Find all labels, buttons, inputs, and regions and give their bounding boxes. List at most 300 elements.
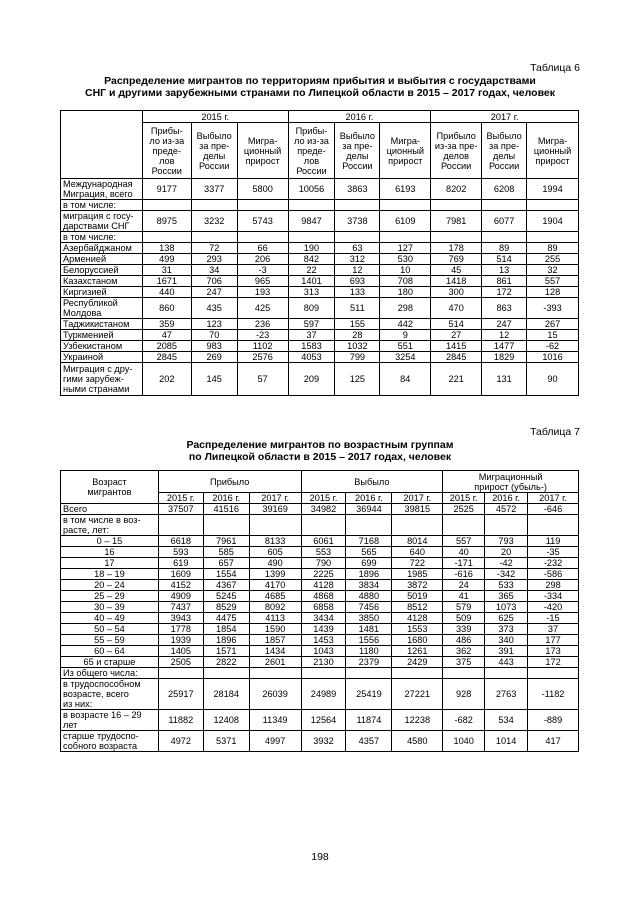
table7-year-header: 2015 г. bbox=[443, 493, 485, 504]
table6-row-label: в том числе: bbox=[61, 200, 143, 211]
table7-title-line2: по Липецкой области в 2015 – 2017 годах, человек bbox=[188, 451, 452, 463]
table7-row-label: 25 – 29 bbox=[61, 591, 159, 602]
table6-year-row bbox=[61, 111, 579, 123]
table6-cell bbox=[142, 232, 191, 243]
table6-cell: 70 bbox=[191, 330, 237, 341]
table6-cell: 706 bbox=[191, 276, 237, 287]
table7-year-header: 2015 г. bbox=[301, 493, 346, 504]
table6-cell: 10 bbox=[380, 265, 431, 276]
table7-cell: -682 bbox=[443, 710, 485, 731]
table7-cell: 1043 bbox=[301, 646, 346, 657]
table7-cell: 1553 bbox=[392, 624, 443, 635]
table7-cell: 365 bbox=[485, 591, 528, 602]
table7-cell: 1609 bbox=[158, 569, 203, 580]
table6-cell: 12 bbox=[482, 330, 527, 341]
table7-cell bbox=[249, 668, 301, 679]
table7-cell: 7168 bbox=[346, 536, 392, 547]
table7-cell: 6061 bbox=[301, 536, 346, 547]
table7-cell bbox=[346, 668, 392, 679]
table6-cell: 693 bbox=[335, 276, 380, 287]
table7-cell bbox=[301, 515, 346, 536]
table7-cell: 8092 bbox=[249, 602, 301, 613]
table7-cell: 1405 bbox=[158, 646, 203, 657]
table7-cell: 26039 bbox=[249, 679, 301, 710]
table6-cell: 7981 bbox=[431, 211, 482, 232]
table7-cell: 4580 bbox=[392, 731, 443, 752]
table6-row bbox=[61, 200, 579, 211]
table7-year-header: 2015 г. bbox=[158, 493, 203, 504]
table7-cell: 362 bbox=[443, 646, 485, 657]
table6-cell: 551 bbox=[380, 341, 431, 352]
table6-cell: 708 bbox=[380, 276, 431, 287]
table6-row bbox=[61, 211, 579, 232]
table7-row-label: 50 – 54 bbox=[61, 624, 159, 635]
table7-year-header: 2017 г. bbox=[392, 493, 443, 504]
table7-cell: 2601 bbox=[249, 657, 301, 668]
table7-row bbox=[61, 731, 579, 752]
table7-cell: 37 bbox=[528, 624, 579, 635]
table7-cell: 39815 bbox=[392, 504, 443, 515]
table7-cell: 7456 bbox=[346, 602, 392, 613]
table6-cell: 123 bbox=[191, 319, 237, 330]
table6-cell: 6109 bbox=[380, 211, 431, 232]
table7-cell: 41516 bbox=[203, 504, 249, 515]
table7-cell: 4113 bbox=[249, 613, 301, 624]
table6-cell bbox=[431, 232, 482, 243]
table7-cell: -420 bbox=[528, 602, 579, 613]
table7-cell: 1014 bbox=[485, 731, 528, 752]
table6-row bbox=[61, 276, 579, 287]
table6-cell: 5800 bbox=[237, 179, 288, 200]
table7-cell: 3834 bbox=[346, 580, 392, 591]
table7-cell: 1040 bbox=[443, 731, 485, 752]
table7-row bbox=[61, 515, 579, 536]
table7-cell: 417 bbox=[528, 731, 579, 752]
table6-cell: 172 bbox=[482, 287, 527, 298]
table7-cell: 34982 bbox=[301, 504, 346, 515]
table6-title-line1: Распределение мигрантов по территориям прибытия и выбытия с государствами bbox=[104, 75, 536, 87]
table7-cell: 172 bbox=[528, 657, 579, 668]
table7-cell: 1590 bbox=[249, 624, 301, 635]
table7-cell: 41 bbox=[443, 591, 485, 602]
table6-cell: -23 bbox=[237, 330, 288, 341]
table7-cell: 1554 bbox=[203, 569, 249, 580]
table6-cell: 298 bbox=[380, 298, 431, 319]
table6-cell: 312 bbox=[335, 254, 380, 265]
table6-cell: 769 bbox=[431, 254, 482, 265]
table7-year-header: 2016 г. bbox=[203, 493, 249, 504]
table6-cell: 178 bbox=[431, 243, 482, 254]
table6-cell: 89 bbox=[527, 243, 579, 254]
table7-cell: 2225 bbox=[301, 569, 346, 580]
table7-cell bbox=[346, 515, 392, 536]
table6-year-header: 2017 г. bbox=[431, 111, 579, 123]
table7-cell: 553 bbox=[301, 547, 346, 558]
table7-row-label: 65 и старше bbox=[61, 657, 159, 668]
table7-row-label: в том числе в воз- расте, лет: bbox=[61, 515, 159, 536]
table7-cell: -35 bbox=[528, 547, 579, 558]
table7-cell: 443 bbox=[485, 657, 528, 668]
table6-cell: 470 bbox=[431, 298, 482, 319]
table6-cell: -3 bbox=[237, 265, 288, 276]
table7-cell: 4367 bbox=[203, 580, 249, 591]
table7-cell: 657 bbox=[203, 558, 249, 569]
table7-cell: 36944 bbox=[346, 504, 392, 515]
table6-cell: 72 bbox=[191, 243, 237, 254]
table7-row-label: Из общего числа: bbox=[61, 668, 159, 679]
table7-cell bbox=[485, 515, 528, 536]
table7-cell bbox=[158, 515, 203, 536]
table6-row bbox=[61, 330, 579, 341]
table7-row bbox=[61, 504, 579, 515]
table7-cell: 7961 bbox=[203, 536, 249, 547]
table7-cell: 585 bbox=[203, 547, 249, 558]
table7-cell: 1857 bbox=[249, 635, 301, 646]
table6-cell: 530 bbox=[380, 254, 431, 265]
table7-cell: 1180 bbox=[346, 646, 392, 657]
table7-row bbox=[61, 710, 579, 731]
table7-row bbox=[61, 646, 579, 657]
table6-subheader: Выбыло за пре- делы России bbox=[482, 123, 527, 179]
table6-row-label: Арменией bbox=[61, 254, 143, 265]
table6-cell: 255 bbox=[527, 254, 579, 265]
table7-cell: 1778 bbox=[158, 624, 203, 635]
table6-cell: 3232 bbox=[191, 211, 237, 232]
table6-cell: 6208 bbox=[482, 179, 527, 200]
table6-cell: 1904 bbox=[527, 211, 579, 232]
table6-cell: 440 bbox=[142, 287, 191, 298]
table7-cell bbox=[528, 668, 579, 679]
table7-cell bbox=[158, 668, 203, 679]
table6-cell: 6077 bbox=[482, 211, 527, 232]
table7-cell: 2822 bbox=[203, 657, 249, 668]
table6-cell: 313 bbox=[288, 287, 335, 298]
table6-cell: 127 bbox=[380, 243, 431, 254]
table7-cell: 3932 bbox=[301, 731, 346, 752]
table7-cell: 3872 bbox=[392, 580, 443, 591]
table6-cell: 236 bbox=[237, 319, 288, 330]
table7-cell: 565 bbox=[346, 547, 392, 558]
table7-row-label: 60 – 64 bbox=[61, 646, 159, 657]
table6-subheader: Прибы- ло из-за преде- лов России bbox=[142, 123, 191, 179]
table6-cell: 221 bbox=[431, 363, 482, 396]
table6-cell bbox=[431, 200, 482, 211]
table7-cell: 4909 bbox=[158, 591, 203, 602]
table6-cell: 9 bbox=[380, 330, 431, 341]
table7-cell bbox=[203, 668, 249, 679]
table7-row bbox=[61, 635, 579, 646]
table7-cell: -334 bbox=[528, 591, 579, 602]
table6-subheader: Выбыло за пре- делы России bbox=[335, 123, 380, 179]
table7-cell: -616 bbox=[443, 569, 485, 580]
table6 bbox=[60, 110, 579, 396]
table7-cell: 40 bbox=[443, 547, 485, 558]
table7-cell: -889 bbox=[528, 710, 579, 731]
table6-cell: 269 bbox=[191, 352, 237, 363]
table7-row-label: 18 – 19 bbox=[61, 569, 159, 580]
table7-cell: 5019 bbox=[392, 591, 443, 602]
table6-row-label: Белоруссией bbox=[61, 265, 143, 276]
table6-cell: 15 bbox=[527, 330, 579, 341]
table7-cell bbox=[301, 668, 346, 679]
table6-cell bbox=[288, 232, 335, 243]
table7-cell: 1985 bbox=[392, 569, 443, 580]
table7-cell: 2130 bbox=[301, 657, 346, 668]
table7-cell: 557 bbox=[443, 536, 485, 547]
table7-cell: 2379 bbox=[346, 657, 392, 668]
table7-row-label: 16 bbox=[61, 547, 159, 558]
table7-cell: 119 bbox=[528, 536, 579, 547]
table7-cell: -342 bbox=[485, 569, 528, 580]
table7-row-label: 17 bbox=[61, 558, 159, 569]
table6-cell: 12 bbox=[335, 265, 380, 276]
table7-row-label: 0 – 15 bbox=[61, 536, 159, 547]
table7-row-label: 30 – 39 bbox=[61, 602, 159, 613]
table7-row-label: 40 – 49 bbox=[61, 613, 159, 624]
table7-age-header: Возраст мигрантов bbox=[61, 471, 159, 504]
table7-cell: 1896 bbox=[346, 569, 392, 580]
table7-cell: 1680 bbox=[392, 635, 443, 646]
table7-cell: 5371 bbox=[203, 731, 249, 752]
table6-corner-cell bbox=[61, 111, 143, 179]
table6-row bbox=[61, 254, 579, 265]
table6-cell bbox=[380, 232, 431, 243]
table6-cell: 2085 bbox=[142, 341, 191, 352]
table7-cell: 2505 bbox=[158, 657, 203, 668]
table6-cell: 293 bbox=[191, 254, 237, 265]
table7-cell: 579 bbox=[443, 602, 485, 613]
table6-cell: 9177 bbox=[142, 179, 191, 200]
table7-tag: Таблица 7 bbox=[530, 426, 580, 438]
table7-cell: 373 bbox=[485, 624, 528, 635]
table6-cell: 3254 bbox=[380, 352, 431, 363]
table6-cell: 47 bbox=[142, 330, 191, 341]
table7-cell: 339 bbox=[443, 624, 485, 635]
table7-cell: 39169 bbox=[249, 504, 301, 515]
table6-cell: 809 bbox=[288, 298, 335, 319]
table6-row bbox=[61, 319, 579, 330]
table7-cell: 1481 bbox=[346, 624, 392, 635]
table7-cell: 4357 bbox=[346, 731, 392, 752]
table6-row bbox=[61, 179, 579, 200]
table7-cell bbox=[392, 668, 443, 679]
table6-row-label: Казахстаном bbox=[61, 276, 143, 287]
table6-cell: 861 bbox=[482, 276, 527, 287]
table6-row-label: Азербайджаном bbox=[61, 243, 143, 254]
table7-year-header: 2017 г. bbox=[249, 493, 301, 504]
table7-cell bbox=[249, 515, 301, 536]
table6-cell: 180 bbox=[380, 287, 431, 298]
table7-cell: 27221 bbox=[392, 679, 443, 710]
table6-row bbox=[61, 363, 579, 396]
table7-cell: 722 bbox=[392, 558, 443, 569]
table6-cell: 1829 bbox=[482, 352, 527, 363]
table6-cell: 8202 bbox=[431, 179, 482, 200]
table6-cell bbox=[482, 200, 527, 211]
table6-cell: 34 bbox=[191, 265, 237, 276]
table7-cell: 4128 bbox=[301, 580, 346, 591]
table6-row-label: Украиной bbox=[61, 352, 143, 363]
table6-cell: 1477 bbox=[482, 341, 527, 352]
page-number: 198 bbox=[311, 851, 329, 863]
table6-cell: 27 bbox=[431, 330, 482, 341]
table6-cell: 206 bbox=[237, 254, 288, 265]
table7-cell: 391 bbox=[485, 646, 528, 657]
table6-subheader: Мигра- ционный прирост bbox=[380, 123, 431, 179]
table7-cell: 12238 bbox=[392, 710, 443, 731]
table6-title-line2: СНГ и другими зарубежными странами по Липецкой области в 2015 – 2017 годах, человек bbox=[84, 87, 556, 99]
table7-cell: 605 bbox=[249, 547, 301, 558]
table6-cell: 4053 bbox=[288, 352, 335, 363]
table6-cell bbox=[482, 232, 527, 243]
table6-cell: 860 bbox=[142, 298, 191, 319]
table7-cell: 1434 bbox=[249, 646, 301, 657]
table6-cell bbox=[380, 200, 431, 211]
table6-row-label: Международная Миграция, всего bbox=[61, 179, 143, 200]
table7-cell: 4972 bbox=[158, 731, 203, 752]
table7-cell: 486 bbox=[443, 635, 485, 646]
table6-row bbox=[61, 287, 579, 298]
table6-row bbox=[61, 265, 579, 276]
table6-subheader: Мигра- ционный прирост bbox=[527, 123, 579, 179]
table7-cell: 25917 bbox=[158, 679, 203, 710]
table6-subheader: Прибы- ло из-за преде- лов России bbox=[288, 123, 335, 179]
table7-cell: -646 bbox=[528, 504, 579, 515]
table7-cell: 3943 bbox=[158, 613, 203, 624]
table6-cell: 128 bbox=[527, 287, 579, 298]
table6-cell: 435 bbox=[191, 298, 237, 319]
table6-cell: 66 bbox=[237, 243, 288, 254]
table7-cell bbox=[392, 515, 443, 536]
table6-cell: 1032 bbox=[335, 341, 380, 352]
table6-cell bbox=[237, 200, 288, 211]
table7-cell: 534 bbox=[485, 710, 528, 731]
table7-cell: -171 bbox=[443, 558, 485, 569]
table7-cell: 1896 bbox=[203, 635, 249, 646]
table7-row bbox=[61, 613, 579, 624]
table6-cell bbox=[527, 200, 579, 211]
table6-row-label: Миграция с дру- гими зарубеж- ными странами bbox=[61, 363, 143, 396]
table6-cell: 57 bbox=[237, 363, 288, 396]
table7-cell: 640 bbox=[392, 547, 443, 558]
table7-cell: 4475 bbox=[203, 613, 249, 624]
table6-cell: 965 bbox=[237, 276, 288, 287]
table7-cell: 24989 bbox=[301, 679, 346, 710]
table7-cell: 2763 bbox=[485, 679, 528, 710]
table7-cell: 1939 bbox=[158, 635, 203, 646]
table6-subheader: Мигра- ционный прирост bbox=[237, 123, 288, 179]
table6-row bbox=[61, 352, 579, 363]
table7-cell: 298 bbox=[528, 580, 579, 591]
table7-cell: 3434 bbox=[301, 613, 346, 624]
table7-group-header: Миграционный прирост (убыль-) bbox=[443, 471, 579, 493]
table7-cell: 11349 bbox=[249, 710, 301, 731]
table7-row bbox=[61, 580, 579, 591]
table7-cell: 375 bbox=[443, 657, 485, 668]
table7-cell: 1399 bbox=[249, 569, 301, 580]
table6-subheader: Прибыло из-за пре- делов России bbox=[431, 123, 482, 179]
table7-cell: 173 bbox=[528, 646, 579, 657]
table7-cell: 1261 bbox=[392, 646, 443, 657]
table6-row-label: Киргизией bbox=[61, 287, 143, 298]
table7-cell: 4572 bbox=[485, 504, 528, 515]
table7-cell: 340 bbox=[485, 635, 528, 646]
table6-row-label: Туркменией bbox=[61, 330, 143, 341]
table6-cell bbox=[191, 200, 237, 211]
table7-row bbox=[61, 591, 579, 602]
table6-year-header: 2016 г. bbox=[288, 111, 431, 123]
table6-cell: 193 bbox=[237, 287, 288, 298]
table7-cell: 619 bbox=[158, 558, 203, 569]
table7-cell: 4685 bbox=[249, 591, 301, 602]
table7-cell: 4880 bbox=[346, 591, 392, 602]
table7-row-label: старше трудоспо- собного возраста bbox=[61, 731, 159, 752]
table7-year-header: 2017 г. bbox=[528, 493, 579, 504]
table7-cell: 793 bbox=[485, 536, 528, 547]
table6-cell bbox=[288, 200, 335, 211]
table6-cell: 514 bbox=[482, 254, 527, 265]
table7-cell: 1571 bbox=[203, 646, 249, 657]
table6-cell: 2845 bbox=[431, 352, 482, 363]
table6-body bbox=[61, 179, 579, 396]
table6-cell: 247 bbox=[482, 319, 527, 330]
table7-cell: -586 bbox=[528, 569, 579, 580]
table6-cell: 190 bbox=[288, 243, 335, 254]
table7-cell: 533 bbox=[485, 580, 528, 591]
table6-cell: 514 bbox=[431, 319, 482, 330]
table7-cell: 37507 bbox=[158, 504, 203, 515]
table6-cell: 267 bbox=[527, 319, 579, 330]
table6-cell: 597 bbox=[288, 319, 335, 330]
table7-cell: 1854 bbox=[203, 624, 249, 635]
table6-cell: 9847 bbox=[288, 211, 335, 232]
table6-cell: 557 bbox=[527, 276, 579, 287]
table6-cell: 983 bbox=[191, 341, 237, 352]
table6-cell: 3738 bbox=[335, 211, 380, 232]
table6-cell: 3863 bbox=[335, 179, 380, 200]
table6-cell: 63 bbox=[335, 243, 380, 254]
table7-cell: 790 bbox=[301, 558, 346, 569]
table6-cell bbox=[237, 232, 288, 243]
table6-cell: 247 bbox=[191, 287, 237, 298]
table6-cell: 1415 bbox=[431, 341, 482, 352]
table6-row bbox=[61, 298, 579, 319]
table6-cell: 799 bbox=[335, 352, 380, 363]
table7-cell: 7437 bbox=[158, 602, 203, 613]
table6-cell: 1583 bbox=[288, 341, 335, 352]
table7 bbox=[60, 470, 579, 752]
table7-cell: 12564 bbox=[301, 710, 346, 731]
table6-tag: Таблица 6 bbox=[530, 62, 580, 74]
table6-cell bbox=[142, 200, 191, 211]
table7-row bbox=[61, 602, 579, 613]
table6-cell: 133 bbox=[335, 287, 380, 298]
table6-cell: 2576 bbox=[237, 352, 288, 363]
table6-subheader: Выбыло за пре- делы России bbox=[191, 123, 237, 179]
table7-cell: 625 bbox=[485, 613, 528, 624]
table6-cell bbox=[335, 232, 380, 243]
table6-cell: 89 bbox=[482, 243, 527, 254]
table6-cell: 300 bbox=[431, 287, 482, 298]
table6-cell: 442 bbox=[380, 319, 431, 330]
table6-row-label: Таджикистаном bbox=[61, 319, 143, 330]
table7-cell: 509 bbox=[443, 613, 485, 624]
table6-cell bbox=[527, 232, 579, 243]
table7-cell: -232 bbox=[528, 558, 579, 569]
table7-row bbox=[61, 547, 579, 558]
table7-cell: 8529 bbox=[203, 602, 249, 613]
table6-year-header: 2015 г. bbox=[142, 111, 288, 123]
